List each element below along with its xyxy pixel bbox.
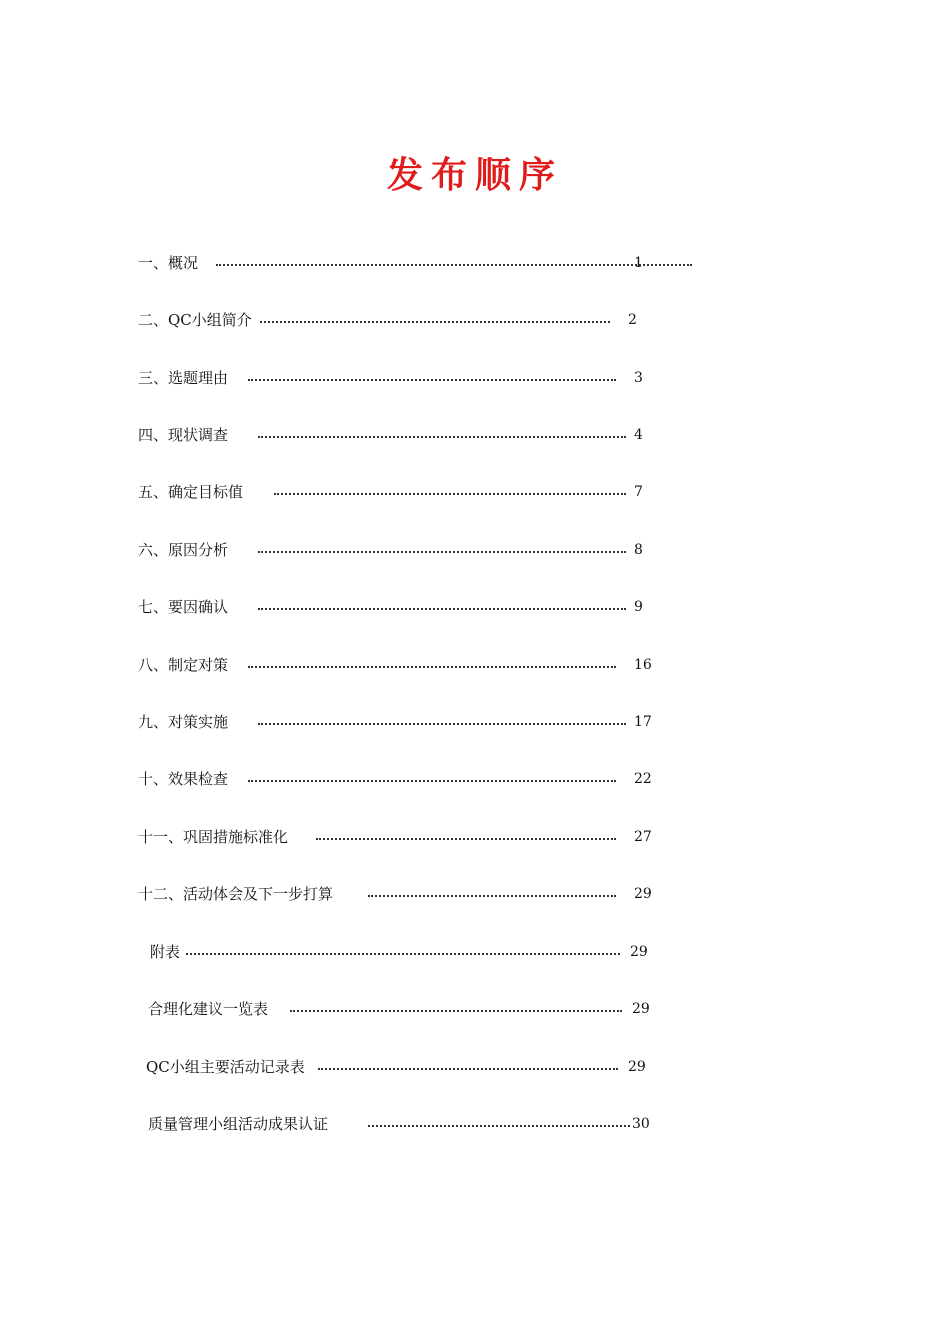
toc-entry-label: 合理化建议一览表 bbox=[148, 1000, 269, 1018]
toc-entry[interactable] bbox=[148, 997, 650, 1021]
toc-entry[interactable] bbox=[138, 710, 652, 734]
toc-entry[interactable] bbox=[138, 366, 648, 390]
toc-entry-label: QC小组主要活动记录表 bbox=[146, 1058, 305, 1076]
toc-entry[interactable] bbox=[146, 1055, 650, 1079]
toc-entry-page: 27 bbox=[634, 829, 652, 845]
toc-entry-page: 4 bbox=[634, 427, 643, 443]
toc-leader-dots bbox=[258, 436, 626, 438]
toc-entry-page: 7 bbox=[634, 484, 643, 500]
toc-entry-label: 一、概况 bbox=[138, 254, 199, 272]
toc-entry-label: 十二、活动体会及下一步打算 bbox=[138, 885, 334, 903]
toc-entry[interactable] bbox=[148, 1112, 650, 1136]
toc-entry-page: 30 bbox=[632, 1116, 650, 1132]
toc-entry-label: 八、制定对策 bbox=[138, 656, 229, 674]
toc-entry[interactable] bbox=[150, 940, 650, 964]
toc-entry[interactable] bbox=[138, 480, 648, 504]
toc-entry-page: 3 bbox=[634, 370, 643, 386]
toc-entry[interactable] bbox=[138, 595, 648, 619]
toc-entry[interactable] bbox=[138, 423, 648, 447]
toc-entry[interactable] bbox=[138, 825, 652, 849]
toc-entry[interactable] bbox=[138, 251, 648, 275]
toc-entry-page: 17 bbox=[634, 714, 652, 730]
toc-leader-dots bbox=[248, 666, 616, 668]
toc-entry-label: 十、效果检查 bbox=[138, 770, 229, 788]
toc-leader-dots bbox=[368, 1125, 630, 1127]
page-title: 发布顺序 bbox=[386, 155, 563, 196]
toc-leader-dots bbox=[248, 379, 616, 381]
toc-entry-page: 2 bbox=[628, 312, 637, 328]
toc-entry-label: 二、QC小组简介 bbox=[138, 311, 252, 329]
toc-entry[interactable] bbox=[138, 882, 652, 906]
toc-leader-dots bbox=[258, 723, 626, 725]
toc-entry-page: 29 bbox=[628, 1059, 646, 1075]
toc-entry[interactable] bbox=[138, 308, 648, 332]
toc-entry-label: 五、确定目标值 bbox=[138, 483, 244, 501]
toc-leader-dots bbox=[248, 780, 616, 782]
toc-entry-page: 1 bbox=[634, 255, 643, 271]
toc-entry-label: 四、现状调查 bbox=[138, 426, 229, 444]
toc-entry-page: 8 bbox=[634, 542, 643, 558]
toc-entry[interactable] bbox=[138, 653, 652, 677]
toc-leader-dots bbox=[260, 321, 610, 323]
toc-entry-label: 三、选题理由 bbox=[138, 369, 229, 387]
toc-entry-page: 29 bbox=[630, 944, 648, 960]
toc-entry-page: 9 bbox=[634, 599, 643, 615]
toc-leader-dots bbox=[368, 895, 616, 897]
toc-leader-dots bbox=[274, 493, 626, 495]
toc-entry-label: 附表 bbox=[150, 943, 181, 961]
toc-leader-dots bbox=[186, 953, 620, 955]
toc-entry-page: 22 bbox=[634, 771, 652, 787]
toc-entry-label: 七、要因确认 bbox=[138, 598, 229, 616]
toc-entry-label: 九、对策实施 bbox=[138, 713, 229, 731]
toc-entry-page: 29 bbox=[634, 886, 652, 902]
toc-leader-dots bbox=[316, 838, 616, 840]
toc-leader-dots bbox=[258, 608, 626, 610]
toc-entry[interactable] bbox=[138, 767, 652, 791]
toc-entry[interactable] bbox=[138, 538, 648, 562]
toc-leader-dots bbox=[290, 1010, 622, 1012]
toc-entry-page: 29 bbox=[632, 1001, 650, 1017]
toc-entry-label: 六、原因分析 bbox=[138, 541, 229, 559]
toc-entry-page: 16 bbox=[634, 657, 652, 673]
toc-entry-label: 质量管理小组活动成果认证 bbox=[148, 1115, 329, 1133]
toc-leader-dots bbox=[318, 1068, 618, 1070]
toc-entry-label: 十一、巩固措施标准化 bbox=[138, 828, 289, 846]
toc-leader-dots bbox=[216, 264, 692, 266]
toc-leader-dots bbox=[258, 551, 626, 553]
